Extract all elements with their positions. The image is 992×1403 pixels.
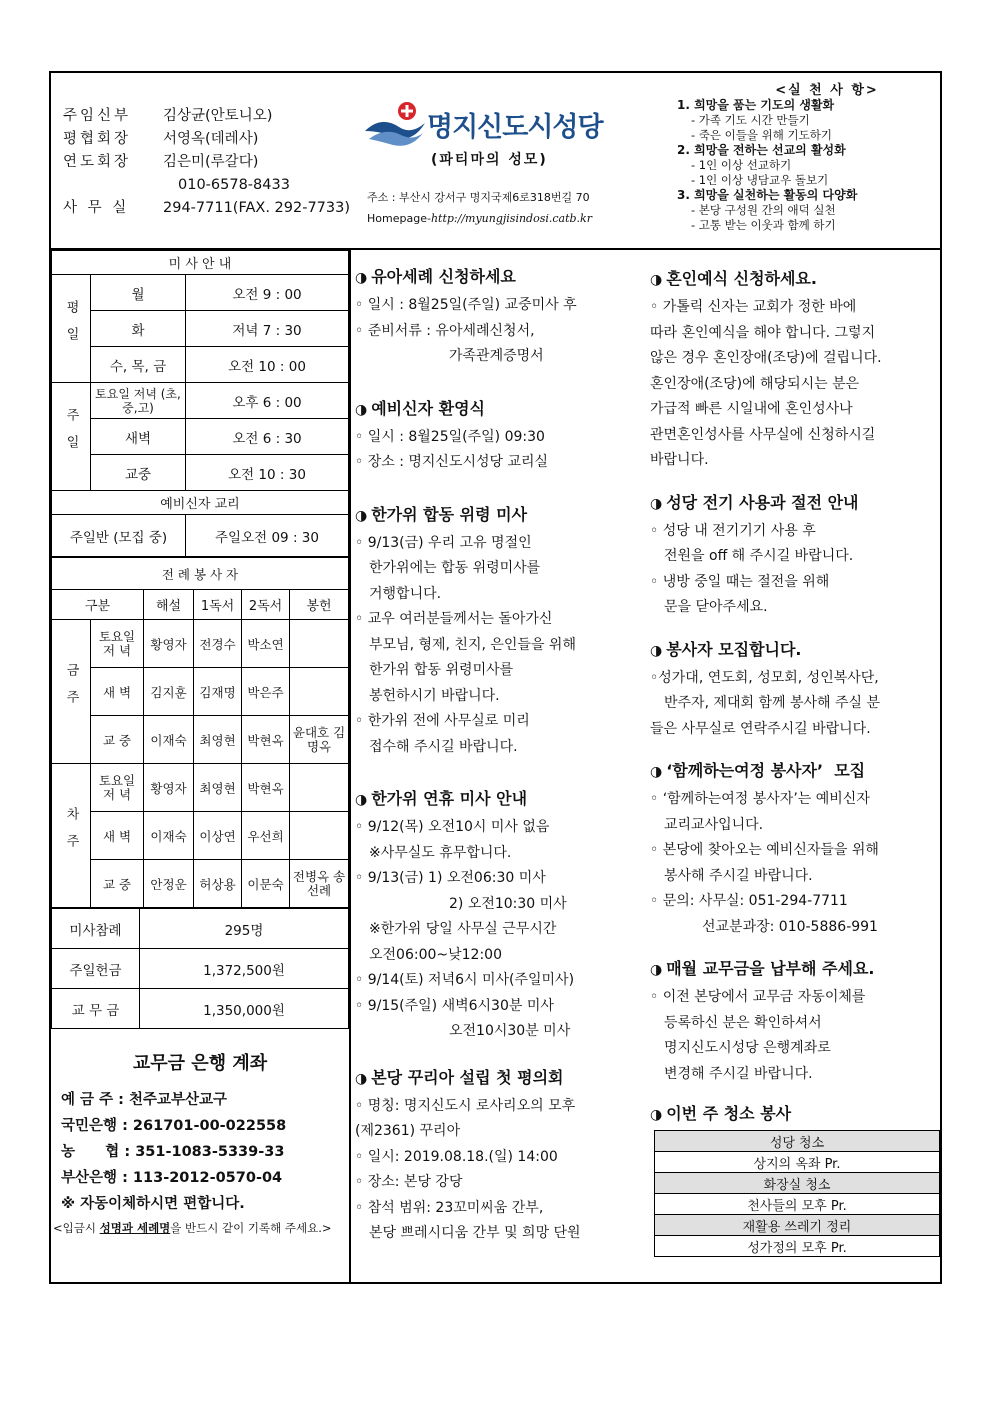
half-circle-icon: ◑ — [650, 642, 663, 659]
table-row: 수, 목, 금 오전 10 : 00 — [52, 347, 349, 383]
half-circle-icon: ◑ — [355, 792, 368, 808]
section-title: ◑ 성당 전기 사용과 절전 안내 — [650, 492, 859, 512]
middle-column: ◑ 유아세례 신청하세요 ◦ 일시 : 8월25일(주일) 교중미사 후 ◦ 준비서류 : 유아세례신청서, 가족관계증명서 ◑ 예비신자 환영식 ◦ 일시 : 8월25일(주일) 09:30 ◦ 장소 : 명지신도시성당 교리실 ◑ 한가위 합동 위령 미사 ◦ 9/13(금) 우리 고유 명절인 한가위에는 합동 위령미사를 거행합니다. ◦ 교우 여러분들께서는 돌아가신 부모님, 형제, 친지, 은인들을 위해 한가위 합동 위령미사를 봉헌하시기 바랍니다. ◦ 한가위 전에 사무실로 미리 접수해 주시길 바랍니다. ◑ 한가위 연휴 미사 안내 ◦ 9/12(목) 오전10시 미사 없음 ※사무실도 휴무합니다. ◦ 9/13(금) 1) 오전06:30 미사 2) 오전10:30 미사 ※한가위 당일 사무실 근무시간 오전06:00~낮12:00 ◦ 9/14(토) 저녁6시 미사(주일미사) ◦ 9/15(주일) 새벽6시30분 미사 오전10시30분 미사 ◑ 본당 꾸리아 설립 첫 평의회 ◦ 명칭: 명지신도시 로사리오의 모후 (제2361) 꾸리아 ◦ 일시: 2019.08.18.(일) 14:00 ◦ 장소: 본당 강당 ◦ 참석 범위: 23꼬미씨움 간부, 본당 쁘레시디움 간부 및 희망 단원 — [351, 250, 646, 1282]
right-column: ◑ 혼인예식 신청하세요. ◦ 가톨릭 신자는 교회가 정한 바에 따라 혼인예식을 해야 합니다. 그렇지 않은 경우 혼인장애(조당)에 걸립니다. 혼인장애(조당)에 해당되시는 분은 가급적 빠른 시일내에 혼인성사나 관면혼인성사를 사무실에 신청하시길 바랍니다. ◑ 성당 전기 사용과 절전 안내 ◦ 성당 내 전기기기 사용 후 전원을 off 해 주시길 바랍니다. ◦ 냉방 중일 때는 절전을 위해 문을 닫아주세요. ◑ 봉사자 모집합니다. ◦성가대, 연도회, 성모회, 성인복사단, 반주자, 제대회 함께 봉사해 주실 분 들은 사무실로 연락주시길 바랍니다. ◑ ‘함께하는여정 봉사자’ 모집 ◦ ‘함께하는여정 봉사자’는 예비신자 교리교사입니다. ◦ 본당에 찾아오는 예비신자들을 위해 봉사해 주시길 바랍니다. ◦ 문의: 사무실: 051-294-7711 선교분과장: 010-5886-991 ◑ 매월 교무금을 납부해 주세요. ◦ 이전 본당에서 교무금 자동이체를 등록하신 분은 확인하셔서 명지신도시성당 은행계좌로 변경해 주시길 바랍니다. ◑ 이번 주 청소 봉사 성당 청소 상지의 옥좌 Pr. 화장실 청소 천사들의 모후 Pr. 재활용 쓰레기 정리 성가정의 모후 Pr. — [646, 250, 940, 1282]
half-circle-icon: ◑ — [650, 764, 663, 780]
table-row: 차주 토요일 저 녁 황영자 최영현 박현옥 — [52, 764, 349, 812]
table-row: 평일 월 오전 9 : 00 — [52, 275, 349, 311]
half-circle-icon: ◑ — [650, 962, 663, 978]
bank-row: ※ 자동이체하시면 편합니다. — [61, 1196, 245, 1212]
practice-sub: - 죽은 이들을 위해 기도하기 — [691, 128, 832, 142]
header — [51, 73, 940, 250]
section-title: ◑ 한가위 연휴 미사 안내 — [355, 789, 528, 808]
table-row: 교중 오전 10 : 30 — [52, 455, 349, 491]
liturgy-service-table — [51, 557, 349, 908]
staff-row: 010-6578-8433 — [178, 177, 290, 193]
staff-row: 평협회장 서영옥(데레사) — [63, 131, 259, 147]
mass-title: 미 사 안 내 — [52, 251, 349, 275]
table-row: 성당 청소 — [655, 1131, 940, 1152]
table-row: 새 벽 김지훈 김재명 박은주 — [52, 668, 349, 716]
practice-list — [677, 83, 937, 233]
section-title: ◑ 봉사자 모집합니다. — [650, 639, 802, 659]
next-week-label: 차주 — [52, 764, 91, 908]
practice-sub: - 가족 기도 시간 만들기 — [691, 113, 810, 127]
bank-title: 교무금 은행 계좌 — [132, 1053, 268, 1074]
table-row: 교 중 안정운 허상용 이문숙 전병옥 송선례 — [52, 860, 349, 908]
mass-schedule-table — [51, 250, 349, 557]
table-row: 주일 토요일 저녁 (초,중,고) 오후 6 : 00 — [52, 383, 349, 419]
section-title: ◑ 예비신자 환영식 — [355, 398, 485, 418]
homepage: Homepage-http://myungjisindosi.catb.kr — [367, 212, 592, 225]
half-circle-icon: ◑ — [355, 270, 368, 286]
practice-sub: - 1인 이상 선교하기 — [691, 158, 792, 172]
table-row: 교 무 금 1,350,000원 — [52, 989, 349, 1029]
table-row: 주일헌금 1,372,500원 — [52, 949, 349, 989]
weekday-label: 평일 — [52, 275, 91, 383]
bank-row: 부산은행 : 113-2012-0570-04 — [61, 1170, 283, 1186]
catechumen-title: 예비신자 교리 — [52, 491, 349, 515]
table-row: 천사들의 모후 Pr. — [655, 1194, 940, 1215]
section-title: ◑ 이번 주 청소 봉사 — [650, 1104, 792, 1123]
service-title: 전 례 봉 사 자 — [52, 558, 349, 590]
parish-subtitle: (파티마의 성모) — [431, 152, 548, 168]
address: 주소 : 부산시 강서구 명지국제6로318번길 70 — [367, 191, 590, 204]
half-circle-icon: ◑ — [650, 272, 663, 288]
bank-note: <입금시 성명과 세례명을 반드시 같이 기록해 주세요.> — [53, 1221, 332, 1235]
table-row: 미사참례 295명 — [52, 909, 349, 949]
table-row: 성가정의 모후 Pr. — [655, 1236, 940, 1257]
table-row: 새벽 오전 6 : 30 — [52, 419, 349, 455]
table-row: 주일반 (모집 중) 주일오전 09 : 30 — [52, 515, 349, 557]
section-title: ◑ ‘함께하는여정 봉사자’ 모집 — [650, 761, 866, 780]
table-header: 구분 해설 1독서 2독서 봉헌 — [52, 590, 349, 620]
half-circle-icon: ◑ — [355, 401, 368, 418]
half-circle-icon: ◑ — [650, 495, 663, 512]
table-row: 상지의 옥좌 Pr. — [655, 1152, 940, 1173]
section-title: ◑ 한가위 합동 위령 미사 — [355, 504, 528, 524]
table-row: 화장실 청소 — [655, 1173, 940, 1194]
table-row: 새 벽 이재숙 이상연 우선희 — [52, 812, 349, 860]
section-title: ◑ 매월 교무금을 납부해 주세요. — [650, 959, 875, 978]
bank-row: 예 금 주 : 천주교부산교구 — [61, 1092, 228, 1108]
bank-account-box — [51, 1029, 349, 1235]
cleaning-table — [654, 1130, 940, 1257]
practice-item: 1. 희망을 품는 기도의 생활화 — [677, 98, 835, 112]
staff-row: 연도회장 김은미(루갈다) — [63, 154, 259, 170]
stats-table — [51, 908, 349, 1029]
table-row: 금주 토요일 저 녁 황영자 전경수 박소연 — [52, 620, 349, 668]
sunday-label: 주일 — [52, 383, 91, 491]
parish-logo — [363, 101, 651, 151]
half-circle-icon: ◑ — [355, 1070, 368, 1087]
practice-item: 3. 희망을 실천하는 활동의 다양화 — [677, 188, 858, 202]
parish-emblem-icon — [363, 101, 427, 149]
staff-row: 주임신부 김상균(안토니오) — [63, 108, 273, 124]
practice-item: 2. 희망을 전하는 선교의 활성화 — [677, 143, 846, 157]
table-row: 화 저녁 7 : 30 — [52, 311, 349, 347]
table-row: 교 중 이재숙 최영현 박현옥 윤대호 김명옥 — [52, 716, 349, 764]
left-column — [51, 250, 351, 1282]
half-circle-icon: ◑ — [650, 1107, 663, 1123]
homepage-link[interactable]: http://myungjisindosi.catb.kr — [430, 212, 592, 225]
parish-name: 명지신도시성당 — [427, 112, 603, 143]
section-title: ◑ 본당 꾸리아 설립 첫 평의회 — [355, 1067, 564, 1087]
practice-sub: - 본당 구성원 간의 애덕 실천 — [691, 203, 836, 217]
table-row: 재활용 쓰레기 정리 — [655, 1215, 940, 1236]
this-week-label: 금주 — [52, 620, 91, 764]
staff-row: 사 무 실 294-7711(FAX. 292-7733) — [63, 200, 351, 216]
section-title: ◑ 유아세례 신청하세요 — [355, 267, 516, 286]
staff-list — [63, 105, 350, 220]
practice-sub: - 1인 이상 냉담교우 돌보기 — [691, 173, 829, 187]
address-block — [367, 187, 592, 229]
bulletin-frame — [49, 71, 942, 1284]
practice-sub: - 고통 받는 이웃과 함께 하기 — [691, 218, 836, 232]
practice-title: <실 천 사 항> — [775, 83, 879, 98]
bank-row: 농 협 : 351-1083-5339-33 — [61, 1144, 285, 1160]
section-title: ◑ 혼인예식 신청하세요. — [650, 269, 817, 288]
half-circle-icon: ◑ — [355, 507, 368, 524]
bank-row: 국민은행 : 261701-00-022558 — [61, 1118, 287, 1134]
